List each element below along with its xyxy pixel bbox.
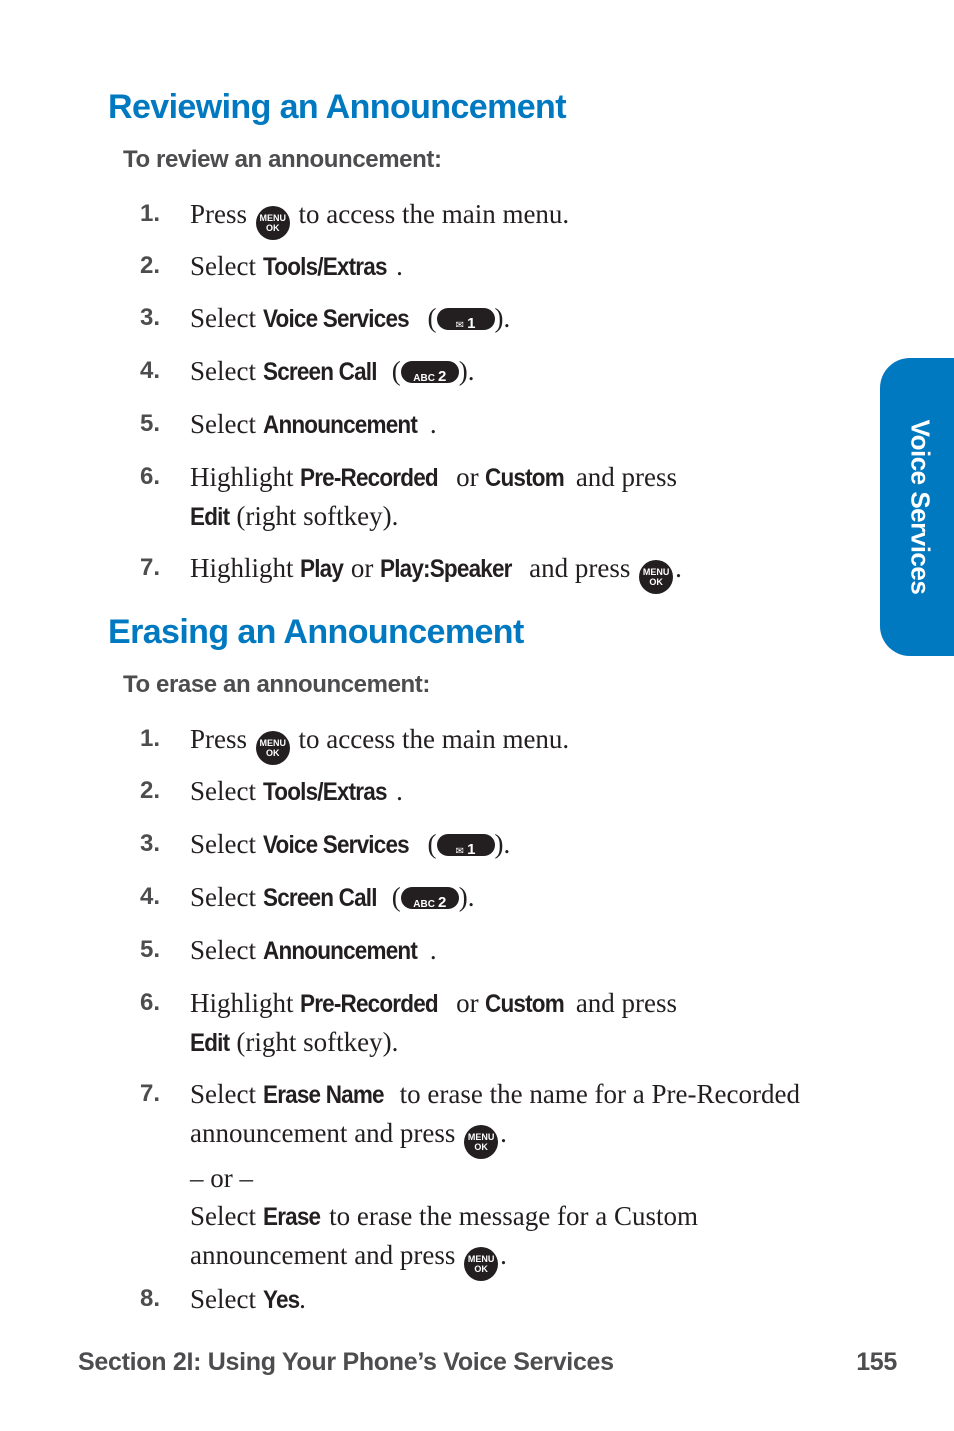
review-step-1 bbox=[140, 195, 870, 240]
step-number: 4. bbox=[140, 357, 161, 384]
step-text: to access the main menu. bbox=[298, 724, 570, 754]
option-name: Pre-Recorded bbox=[300, 990, 439, 1018]
erase-step-3: 3. Select Voice Services ( ✉ 1 ). bbox=[140, 825, 870, 864]
menu-item-name: Tools/Extras bbox=[262, 253, 387, 281]
key-2-icon: ABC 2 bbox=[401, 361, 459, 383]
review-step-3: 3. Select Voice Services ( ✉ 1 ). bbox=[140, 299, 870, 338]
key-2-icon: ABC 2 bbox=[401, 887, 459, 909]
menu-ok-key-icon: MENU OK bbox=[464, 1125, 498, 1159]
option-name: Custom bbox=[485, 464, 565, 492]
step-number: 5. bbox=[140, 410, 161, 437]
option-name: Pre-Recorded bbox=[300, 464, 439, 492]
step-number: 2. bbox=[140, 252, 161, 279]
step-text: Press bbox=[190, 199, 248, 229]
review-step-2: 2. Select Tools/Extras . bbox=[140, 247, 870, 286]
menu-ok-key-icon: MENU OK bbox=[256, 731, 290, 765]
step-text: Select bbox=[190, 356, 256, 386]
option-name: Erase bbox=[262, 1203, 320, 1231]
step-text: Select bbox=[190, 251, 256, 281]
step-number: 4. bbox=[140, 883, 161, 910]
menu-item-name: Announcement bbox=[262, 937, 417, 965]
side-tab-label: Voice Services bbox=[905, 419, 936, 595]
step-number: 3. bbox=[140, 304, 161, 331]
erase-step-6: 6. Highlight Pre-Recorded or Custom and press Edit (right softkey). bbox=[140, 984, 870, 1062]
step-number: 6. bbox=[140, 989, 161, 1016]
softkey-name: Edit bbox=[190, 1029, 230, 1057]
softkey-name: Edit bbox=[190, 503, 230, 531]
review-step-7: 7. Highlight Play or Play:Speaker and press MENU OK . bbox=[140, 549, 870, 594]
menu-item-name: Voice Services bbox=[262, 305, 409, 333]
review-step-4: 4. Select Screen Call ( ABC 2 ). bbox=[140, 352, 870, 391]
or-separator: – or – bbox=[190, 1163, 253, 1193]
key-1-icon: ✉ 1 bbox=[437, 308, 495, 330]
menu-item-name: Screen Call bbox=[262, 884, 377, 912]
menu-item-name: Screen Call bbox=[262, 358, 377, 386]
section-title-reviewing: Reviewing an Announcement bbox=[108, 88, 566, 126]
step-number: 5. bbox=[140, 936, 161, 963]
menu-ok-key-icon: MENU OK bbox=[464, 1247, 498, 1281]
option-name: Yes bbox=[262, 1286, 300, 1314]
step-number: 7. bbox=[140, 554, 161, 581]
section-title-erasing: Erasing an Announcement bbox=[108, 613, 524, 651]
footer-section-title: Section 2I: Using Your Phone’s Voice Services bbox=[78, 1348, 614, 1376]
step-number: 7. bbox=[140, 1080, 161, 1107]
menu-ok-key-icon: MENU OK bbox=[256, 206, 290, 240]
step-text: to access the main menu. bbox=[298, 199, 570, 229]
erase-step-5: 5. Select Announcement . bbox=[140, 931, 870, 970]
step-text: Press bbox=[190, 724, 248, 754]
step-number: 2. bbox=[140, 777, 161, 804]
menu-item-name: Tools/Extras bbox=[262, 778, 387, 806]
page-number: 155 bbox=[856, 1348, 897, 1376]
step-number: 6. bbox=[140, 463, 161, 490]
step-number: 3. bbox=[140, 830, 161, 857]
erase-step-8: 8. Select Yes. bbox=[140, 1280, 870, 1319]
review-step-5: 5. Select Announcement . bbox=[140, 405, 870, 444]
menu-item-name: Voice Services bbox=[262, 831, 409, 859]
erase-step-4: 4. Select Screen Call ( ABC 2 ). bbox=[140, 878, 870, 917]
step-number: 8. bbox=[140, 1285, 161, 1312]
erase-step-1 bbox=[140, 720, 870, 765]
step-text: Select bbox=[190, 409, 256, 439]
option-name: Play bbox=[300, 555, 344, 583]
erase-step-2: 2. Select Tools/Extras . bbox=[140, 772, 870, 811]
menu-ok-key-icon: MENU OK bbox=[639, 560, 673, 594]
menu-item-name: Announcement bbox=[262, 411, 417, 439]
option-name: Custom bbox=[485, 990, 565, 1018]
step-number: 1. bbox=[140, 725, 161, 752]
step-number: 1. bbox=[140, 200, 161, 227]
section-subtitle-reviewing: To review an announcement: bbox=[123, 146, 442, 173]
section-subtitle-erasing: To erase an announcement: bbox=[123, 671, 430, 698]
option-name: Play:Speaker bbox=[380, 555, 512, 583]
key-1-icon: ✉ 1 bbox=[437, 834, 495, 856]
erase-step-7: 7. Select Erase Name to erase the name for a Pre-Recorded announcement and press MENU OK . – or – Select Erase to erase the message for a Custom announcement and press MENU OK . bbox=[140, 1075, 870, 1281]
option-name: Erase Name bbox=[262, 1081, 384, 1109]
review-step-6: 6. Highlight Pre-Recorded or Custom and press Edit (right softkey). bbox=[140, 458, 870, 536]
step-text: Select bbox=[190, 303, 256, 333]
chapter-side-tab bbox=[880, 358, 954, 656]
